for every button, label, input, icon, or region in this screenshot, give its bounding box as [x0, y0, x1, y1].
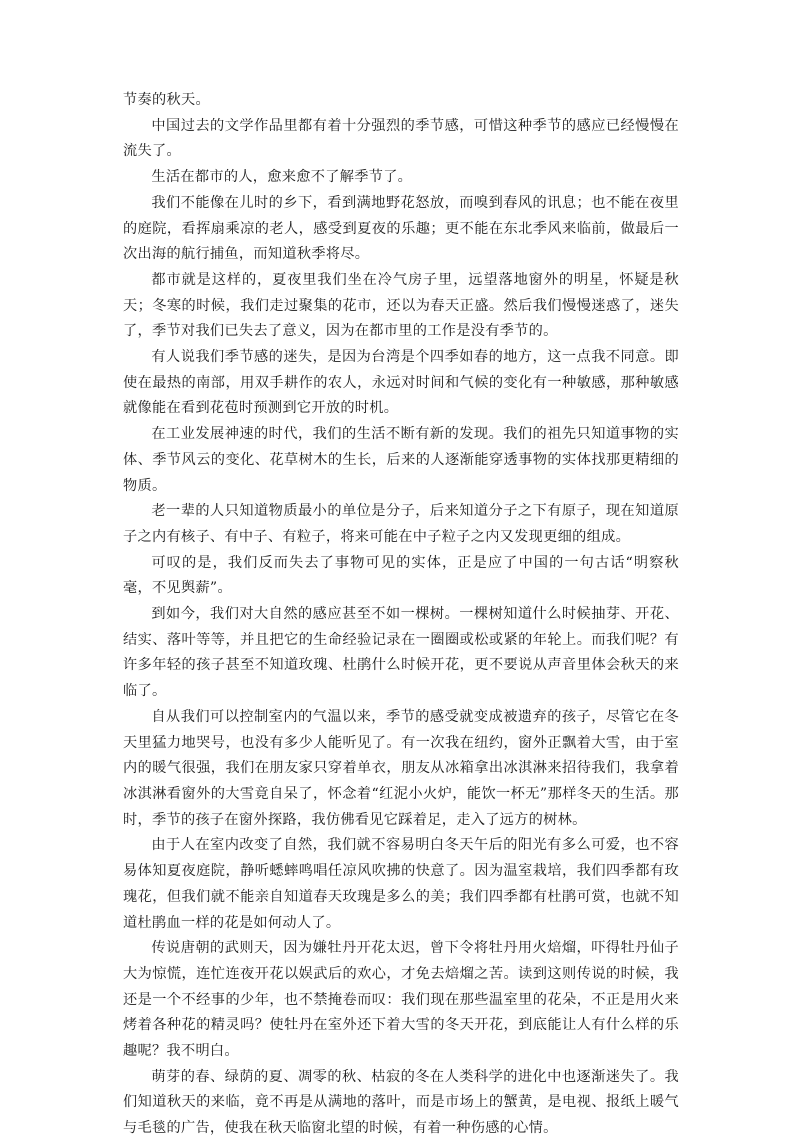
- paragraph: 老一辈的人只知道物质最小的单位是分子，后来知道分子之下有原子，现在知道原子之内有核子、有中子、有粒子，将来可能在中子粒子之内又发现更细的组成。: [123, 503, 679, 545]
- paragraph: 萌芽的春、绿荫的夏、凋零的秋、枯寂的冬在人类科学的进化中也逐渐迷失了。我们知道秋天的来临，竟不再是从满地的落叶，而是市场上的蟹黄，是电视、报纸上暖气与毛毯的广告，使我在秋天临窗北望的时候，有着一种伤感的心情。: [123, 1068, 679, 1137]
- paragraph: 到如今，我们对大自然的感应甚至不如一棵树。一棵树知道什么时候抽芽、开花、结实、落叶等等，并且把它的生命经验记录在一圈圈或松或紧的年轮上。而我们呢？有许多年轻的孩子甚至不知道玫瑰、杜鹃什么时候开花，更不要说从声音里体会秋天的来临了。: [123, 606, 679, 700]
- paragraph: 有人说我们季节感的迷失，是因为台湾是个四季如春的地方，这一点我不同意。即使在最热的南部，用双手耕作的农人，永远对时间和气候的变化有一种敏感，那种敏感就像能在看到花苞时预测到它开放的时机。: [123, 349, 679, 417]
- paragraph-continuation: 节奏的秋天。: [123, 92, 210, 108]
- paragraph: 在工业发展神速的时代，我们的生活不断有新的发现。我们的祖先只知道事物的实体、季节风云的变化、花草树木的生长，后来的人逐渐能穿透事物的实体找那更精细的物质。: [123, 426, 679, 494]
- paragraph: 中国过去的文学作品里都有着十分强烈的季节感，可惜这种季节的感应已经慢慢在流失了。: [123, 117, 679, 160]
- article-body: [123, 88, 679, 1142]
- paragraph: 生活在都市的人，愈来愈不了解季节了。: [151, 169, 413, 186]
- paragraph: 传说唐朝的武则天，因为嫌牡丹开花太迟，曾下令将牡丹用火焙熘，吓得牡丹仙子大为惊慌，连忙连夜开花以娱武后的欢心，才免去焙熘之苦。读到这则传说的时候，我还是一个不经事的少年，也不禁掩卷而叹：我们现在那些温室里的花朵，不正是用火来烤着各种花的精灵吗？使牡丹在室外还下着大雪的冬天开花，到底能让人有什么样的乐趣呢？我不明白。: [123, 940, 679, 1060]
- paragraph: 由于人在室内改变了自然，我们就不容易明白冬天午后的阳光有多么可爱，也不容易体知夏夜庭院，静听蟋蟀鸣唱任凉风吹拂的快意了。因为温室栽培，我们四季都有玫瑰花，但我们就不能亲自知道春天玫瑰是多么的美；我们四季都有杜鹃可赏，也就不知道杜鹃血一样的花是如何动人了。: [123, 837, 679, 931]
- paragraph: 可叹的是，我们反而失去了事物可见的实体，正是应了中国的一句古话“明察秋毫，不见舆薪”。: [123, 554, 679, 597]
- paragraph: 自从我们可以控制室内的气温以来，季节的感受就变成被遗弃的孩子，尽管它在冬天里猛力地哭号，也没有多少人能听见了。有一次我在纽约，窗外正飘着大雪，由于室内的暖气很强，我们在朋友家只穿着单衣，朋友从冰箱拿出冰淇淋来招待我们，我拿着冰淇淋看窗外的大雪竟自呆了，怀念着“红泥小火炉，能饮一杯无”那样冬天的生活。那时，季节的孩子在窗外探路，我仿佛看见它踩着足，走入了远方的树林。: [123, 708, 679, 828]
- paragraph: 都市就是这样的，夏夜里我们坐在冷气房子里，远望落地窗外的明星，怀疑是秋天；冬寒的时候，我们走过聚集的花市，还以为春天正盛。然后我们慢慢迷惑了，迷失了，季节对我们已失去了意义，因为在都市里的工作是没有季节的。: [123, 271, 679, 340]
- paragraph: 我们不能像在儿时的乡下，看到满地野花怒放，而嗅到春风的讯息；也不能在夜里的庭院，看挥扇乘凉的老人，感受到夏夜的乐趣；更不能在东北季风来临前，做最后一次出海的航行捕鱼，而知道秋季将尽。: [123, 194, 679, 263]
